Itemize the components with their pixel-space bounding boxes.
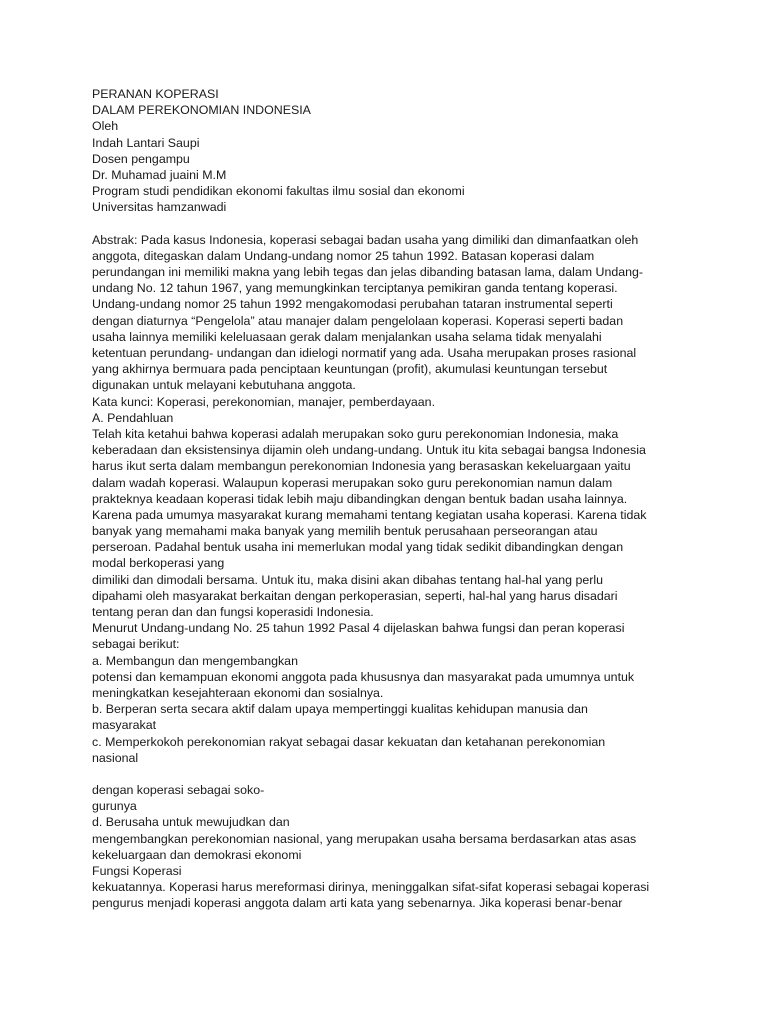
body-line: perundangan ini memiliki makna yang lebih tegas dan jelas dibanding batasan lama, dalam Undang- <box>92 265 644 280</box>
body-line: nasional <box>92 750 139 765</box>
supervisor-name: Dr. Muhamad juaini M.M <box>92 167 227 182</box>
supervisor-label: Dosen pengampu <box>92 151 190 166</box>
body-line: masyarakat <box>92 718 157 733</box>
body-line: a. Membangun dan mengembangkan <box>92 653 298 668</box>
body-line: dalam wadah koperasi. Walaupun koperasi merupakan soko guru perekonomian namun dalam <box>92 475 613 490</box>
body-line: Fungsi Koperasi <box>92 864 182 878</box>
body-line: kekeluargaan dan demokrasi ekonomi <box>92 847 302 862</box>
body-line: modal berkoperasi yang <box>92 556 225 571</box>
body-line: Karena pada umumya masyarakat kurang memahami tentang kegiatan usaha koperasi. Karena tidak <box>92 507 647 522</box>
body-line: c. Memperkokoh perekonomian rakyat sebagai dasar kekuatan dan ketahanan perekonomian <box>92 734 606 749</box>
body-line: potensi dan kemampuan ekonomi anggota pada khususnya dan masyarakat pada umumnya untuk <box>92 669 635 684</box>
title-line-1: PERANAN KOPERASI <box>92 87 219 101</box>
body-line: A. Pendahluan <box>92 410 174 425</box>
body-line: Telah kita ketahui bahwa koperasi adalah merupakan soko guru perekonomian Indonesia, maka <box>92 426 619 441</box>
author-name: Indah Lantari Saupi <box>92 135 200 150</box>
body-line: Menurut Undang-undang No. 25 tahun 1992 Pasal 4 dijelaskan bahwa fungsi dan peran koperasi <box>92 621 625 636</box>
body-line: mengembangkan perekonomian nasional, yang merupakan usaha bersama berdasarkan atas asas <box>92 831 637 846</box>
university-name: Universitas hamzanwadi <box>92 200 227 215</box>
body-line: dipahami oleh masyarakat berkaitan dengan perkoperasian, seperti, hal-hal yang harus disadari <box>92 588 618 603</box>
blank-line <box>92 216 692 232</box>
body-line: ketentuan perundang- undangan dan idielogi normatif yang ada. Usaha merupakan proses rasional <box>92 346 637 360</box>
body-line: b. Berperan serta secara aktif dalam upaya mempertinggi kualitas kehidupan manusia dan <box>92 702 588 717</box>
body-line: dimiliki dan dimodali bersama. Untuk itu, maka disini akan dibahas tentang hal-hal yang perlu <box>92 572 604 587</box>
body-line: undang No. 12 tahun 1967, yang memungkinkan terciptanya pemikiran ganda tentang koperasi. <box>92 281 618 296</box>
program-name: Program studi pendidikan ekonomi fakultas ilmu sosial dan ekonomi <box>92 184 465 199</box>
body-line: prakteknya keadaan koperasi tidak lebih maju dibandingkan dengan bentuk badan usaha lainnya. <box>92 491 628 506</box>
body-line: kekuatannya. Koperasi harus mereformasi dirinya, meninggalkan sifat-sifat koperasi sebagai koperasi <box>92 880 650 895</box>
body-line: dengan diaturnya “Pengelola” atau manajer dalam pengelolaan koperasi. Koperasi seperti badan <box>92 313 624 328</box>
body-line: gurunya <box>92 799 137 814</box>
body-line: usaha lainnya memiliki keleluasaan gerak dalam menjalankan usaha selama tidak menyalahi <box>92 329 602 344</box>
body-line: sebagai berikut: <box>92 637 180 652</box>
body-line: anggota, ditegaskan dalam Undang-undang nomor 25 tahun 1992. Batasan koperasi dalam <box>92 248 595 263</box>
body-line: keberadaan dan eksistensinya dijamin oleh undang-undang. Untuk itu kita sebagai bangsa Indonesia <box>92 443 646 458</box>
body-text <box>92 232 692 912</box>
title-line-2: DALAM PEREKONOMIAN INDONESIA <box>92 103 311 118</box>
body-line: Undang-undang nomor 25 tahun 1992 mengakomodasi perubahan tataran instrumental seperti <box>92 297 613 312</box>
body-line: meningkatkan kesejahteraan ekonomi dan sosialnya. <box>92 685 384 700</box>
body-line: Kata kunci: Koperasi, perekonomian, manajer, pemberdayaan. <box>92 394 436 409</box>
body-line: yang akhirnya bermuara pada penciptaan keuntungan (profit), akumulasi keuntungan tersebut <box>92 362 608 377</box>
body-line: banyak yang memahami maka banyak yang memilih bentuk perusahaan perseorangan atau <box>92 524 598 539</box>
body-line: digunakan untuk melayani kebutuhana anggota. <box>92 378 356 393</box>
body-line: harus ikut serta dalam membangun perekonomian Indonesia yang berasaskan kekeluargaan yaitu <box>92 459 631 474</box>
blank-line <box>92 766 692 782</box>
body-line: pengurus menjadi koperasi anggota dalam arti kata yang sebenarnya. Jika koperasi benar-benar <box>92 896 623 911</box>
body-line: perseroan. Padahal bentuk usaha ini memerlukan modal yang tidak sedikit dibandingkan dengan <box>92 540 624 555</box>
body-line: tentang peran dan dan fungsi koperasidi Indonesia. <box>92 605 374 619</box>
document-text <box>92 86 692 912</box>
body-line: Abstrak: Pada kasus Indonesia, koperasi sebagai badan usaha yang dimiliki dan dimanfaatkan oleh <box>92 232 639 247</box>
body-line: dengan koperasi sebagai soko- <box>92 783 265 798</box>
by-label: Oleh <box>92 119 119 134</box>
body-line: d. Berusaha untuk mewujudkan dan <box>92 815 290 830</box>
